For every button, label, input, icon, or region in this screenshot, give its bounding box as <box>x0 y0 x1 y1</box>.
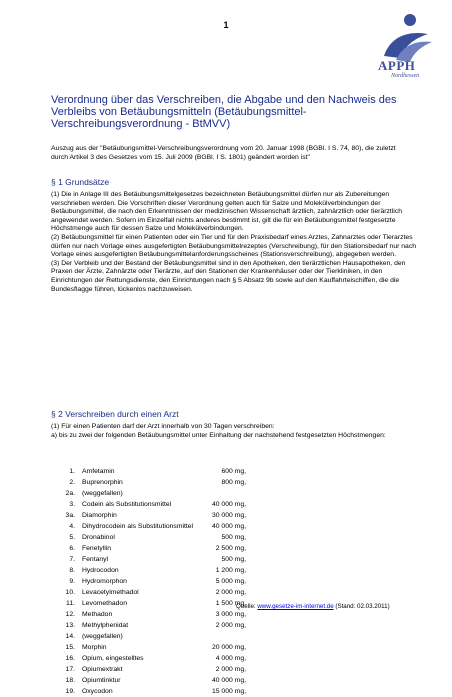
drug-number: 10. <box>65 589 75 596</box>
drug-row <box>51 488 251 499</box>
footer-suffix: (Stand: 02.03.2011) <box>333 603 390 610</box>
drug-row <box>51 565 251 576</box>
drug-name: Hydrocodon <box>82 567 119 574</box>
drug-name: (weggefallen) <box>82 490 123 497</box>
footer-prefix: Quelle: <box>236 603 258 610</box>
drug-max-amount: 2 000 mg, <box>215 589 246 596</box>
drug-row <box>51 598 251 609</box>
drug-name: Codein als Substitutionsmittel <box>82 501 172 508</box>
drug-number: 11. <box>66 600 75 607</box>
drug-name: Methylphenidat <box>82 622 129 629</box>
drug-max-amount: 2 000 mg, <box>215 622 246 629</box>
section-1-paragraph: (2) Betäubungsmittel für einen Patienten oder ein Tier und für den Praxisbedarf eines Arztes, Zahnarztes oder Tierarztes dürfen nur nach Vorlage eines ausgefertigten Betäubungsmittelrezeptes (Verschreibung), für den Stationsbedarf nur nach Vorlage eines ausgefertigten Betäubungsmittelanforderungsscheines (Stationsverschreibung), abgegeben werden. <box>51 233 416 259</box>
drug-max-amount: 3 000 mg, <box>215 611 246 618</box>
drug-name: Oxycodon <box>82 688 113 695</box>
drug-row <box>51 576 251 587</box>
drug-name: Levacetylmethadol <box>82 589 139 596</box>
drug-row <box>51 466 251 477</box>
section-2-intro-line: a) bis zu zwei der folgenden Betäubungsmittel unter Einhaltung der nachstehend festgesetzten Höchstmengen: <box>51 431 386 439</box>
drug-number: 1. <box>69 468 75 475</box>
drug-row <box>51 686 251 697</box>
section-2-heading: § 2 Verschreiben durch einen Arzt <box>51 409 179 419</box>
drug-row <box>51 675 251 686</box>
drug-row <box>51 587 251 598</box>
drug-max-amount: 15 000 mg, <box>211 688 246 695</box>
drug-number: 2a. <box>65 490 75 497</box>
section-1-body <box>51 191 416 294</box>
drug-number: 12. <box>65 611 75 618</box>
drug-list <box>51 466 251 697</box>
drug-row <box>51 499 251 510</box>
drug-name: Dronabinol <box>82 534 115 541</box>
drug-number: 17. <box>65 666 75 673</box>
drug-row <box>51 653 251 664</box>
drug-row <box>51 510 251 521</box>
drug-max-amount: 4 000 mg, <box>215 655 246 662</box>
drug-max-amount: 1 200 mg, <box>215 567 246 574</box>
drug-max-amount: 500 mg, <box>221 534 246 541</box>
drug-name: (weggefallen) <box>82 633 123 640</box>
drug-name: Opiumextrakt <box>82 666 123 673</box>
drug-max-amount: 2 000 mg, <box>215 666 246 673</box>
drug-number: 18. <box>65 677 75 684</box>
drug-max-amount: 40 000 mg, <box>211 677 246 684</box>
drug-row <box>51 664 251 675</box>
section-2-intro-line: (1) Für einen Patienten darf der Arzt innerhalb von 30 Tagen verschreiben: <box>51 423 275 430</box>
drug-name: Hydromorphon <box>82 578 127 585</box>
drug-number: 7. <box>69 556 75 563</box>
drug-max-amount: 500 mg, <box>221 556 246 563</box>
drug-name: Amfetamin <box>82 468 115 475</box>
drug-row <box>51 642 251 653</box>
drug-max-amount: 5 000 mg, <box>215 578 246 585</box>
drug-max-amount: 40 000 mg, <box>211 523 246 530</box>
section-1-paragraph: (1) Die in Anlage III des Betäubungsmittelgesetzes bezeichneten Betäubungsmittel dürfen nur als Zubereitungen verschrieben werden. Die Vorschriften dieser Verordnung gelten auch für Salze und Molekülverbindungen der Betäubungsmittel, die nach den Erkenntnissen der medizinischen Wissenschaft ärztlich, zahnärztlich oder tierärztlich angewendet werden. Sofern im Einzelfall nichts anderes bestimmt ist, gilt die für ein Betäubungsmittel festgesetzte Höchstmenge auch für dessen Salze und Molekülverbindungen. <box>51 191 402 233</box>
drug-name: Diamorphin <box>82 512 117 519</box>
drug-number: 2. <box>69 479 75 486</box>
excerpt-note: Auszug aus der "Betäubungsmittel-Verschreibungsverordnung vom 20. Januar 1998 (BGBl. I S. 74, 80), die zuletzt durch Artikel 3 des Gesetzes vom 15. Juli 2009 (BGBl. I S. 1801) geändert worden ist" <box>51 145 396 161</box>
drug-name: Levomethadon <box>82 600 127 607</box>
logo-text: APPH <box>378 58 416 73</box>
drug-number: 8. <box>69 567 75 574</box>
drug-number: 13. <box>65 622 75 629</box>
drug-row <box>51 543 251 554</box>
drug-row <box>51 532 251 543</box>
drug-row <box>51 631 251 642</box>
drug-name: Methadon <box>82 611 113 618</box>
drug-name: Opium, eingestelltes <box>82 655 144 662</box>
drug-max-amount: 600 mg, <box>221 468 246 475</box>
source-link[interactable]: www.gesetze-im-internet.de <box>257 603 334 610</box>
drug-row <box>51 477 251 488</box>
drug-number: 15. <box>65 644 75 651</box>
drug-number: 14. <box>65 633 75 640</box>
drug-max-amount: 1 500 mg, <box>215 600 246 607</box>
drug-max-amount: 2 500 mg, <box>215 545 246 552</box>
drug-row <box>51 609 251 620</box>
drug-name: Morphin <box>82 644 107 651</box>
drug-number: 3. <box>69 501 75 508</box>
drug-number: 9. <box>69 578 75 585</box>
drug-max-amount: 800 mg, <box>221 479 246 486</box>
drug-name: Fenetyllin <box>82 545 112 552</box>
drug-name: Opiumtinktur <box>82 677 121 684</box>
section-1-paragraph: (3) Der Verbleib und der Bestand der Betäubungsmittel sind in den Apotheken, den tierärztlichen Hausapotheken, den Praxen der Ärzte, Zahnärzte oder Tierärzte, auf den Stationen der Krankenhäuser oder der Tierkliniken, in den Einrichtungen der Rettungsdienste, den Einrichtungen nach § 5 Absatz 9b sowie auf den Kauffahrteischiffen, die die Bundesflagge führen, lückenlos nachzuweisen. <box>51 259 406 293</box>
drug-name: Buprenorphin <box>82 479 123 486</box>
drug-number: 5. <box>69 534 75 541</box>
drug-number: 6. <box>69 545 75 552</box>
drug-row <box>51 554 251 565</box>
drug-name: Fentanyl <box>82 556 109 563</box>
drug-name: Dihydrocodein als Substitutionsmittel <box>82 523 194 530</box>
logo-subtext: Nordhessen <box>391 73 420 79</box>
document-title: Verordnung über das Verschreiben, die Abgabe und den Nachweis des Verbleibs von Betäubungsmitteln (Betäubungsmittel-Verschreibungsverordnung - BtMVV) <box>51 94 397 130</box>
page-number: 1 <box>223 20 229 30</box>
drug-number: 19. <box>65 688 75 695</box>
section-2-intro <box>51 423 416 440</box>
drug-max-amount: 20 000 mg, <box>211 644 246 651</box>
drug-row <box>51 620 251 631</box>
footer-source <box>236 603 390 610</box>
drug-max-amount: 30 000 mg, <box>211 512 246 519</box>
drug-number: 3a. <box>65 512 75 519</box>
drug-row <box>51 521 251 532</box>
section-1-heading: § 1 Grundsätze <box>51 177 110 187</box>
drug-max-amount: 40 000 mg, <box>211 501 246 508</box>
drug-number: 16. <box>65 655 75 662</box>
drug-number: 4. <box>69 523 75 530</box>
